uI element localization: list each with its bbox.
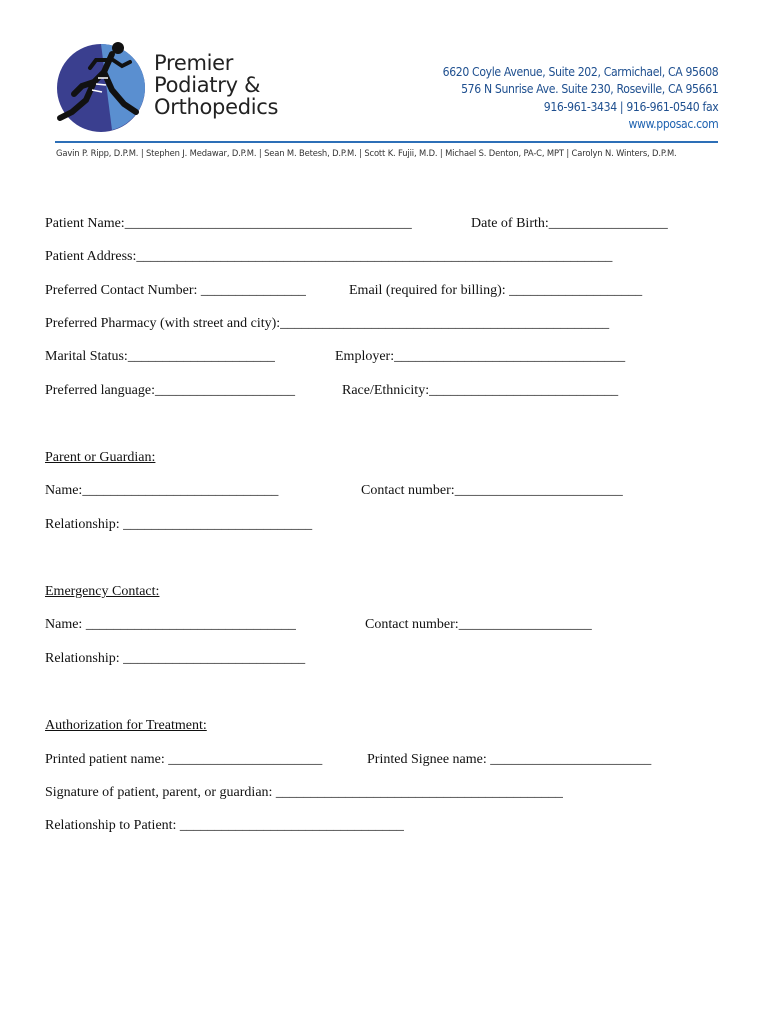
relationship-to-patient-field[interactable]: Relationship to Patient: ________________________________ xyxy=(45,818,404,833)
patient-address-field[interactable]: Patient Address:____________________________________________________________________ xyxy=(45,249,613,264)
printed-signee-name-field[interactable]: Printed Signee name: _______________________ xyxy=(367,752,652,767)
guardian-contact-field[interactable]: Contact number:________________________ xyxy=(361,483,623,498)
printed-patient-name-field[interactable]: Printed patient name: ______________________ xyxy=(45,752,323,767)
guardian-relationship-field[interactable]: Relationship: ___________________________ xyxy=(45,517,313,532)
signature-field[interactable]: Signature of patient, parent, or guardian: _________________________________________ xyxy=(45,785,563,800)
preferred-contact-field[interactable]: Preferred Contact Number: _______________ xyxy=(45,283,306,298)
header-divider xyxy=(55,141,718,143)
authorization-heading: Authorization for Treatment: xyxy=(45,718,207,733)
language-field[interactable]: Preferred language:____________________ xyxy=(45,383,295,398)
website-link[interactable]: www.pposac.com xyxy=(628,116,718,132)
employer-field[interactable]: Employer:_________________________________ xyxy=(335,349,626,364)
phone-numbers: 916-961-3434 | 916-961-0540 fax xyxy=(543,98,718,114)
patient-name-field[interactable]: Patient Name:_________________________________________ xyxy=(45,216,412,231)
guardian-heading: Parent or Guardian: xyxy=(45,450,156,465)
brand-line-2: Podiatry & xyxy=(154,73,261,97)
doctor-list: Gavin P. Ripp, D.P.M. | Stephen J. Medawar, D.P.M. | Sean M. Betesh, D.P.M. | Scott K. Fujii, M.D. | Michael S. Denton, PA-C, MPT | Carolyn N. Winters, D.P.M. xyxy=(56,148,677,158)
emergency-name-field[interactable]: Name: ______________________________ xyxy=(45,617,296,632)
emergency-relationship-field[interactable]: Relationship: __________________________ xyxy=(45,651,306,666)
brand-line-1: Premier xyxy=(154,51,234,75)
pharmacy-field[interactable]: Preferred Pharmacy (with street and city):_______________________________________________ xyxy=(45,316,610,331)
marital-status-field[interactable]: Marital Status:_____________________ xyxy=(45,349,275,364)
brand-line-3: Orthopedics xyxy=(154,95,279,119)
email-field[interactable]: Email (required for billing): ___________________ xyxy=(349,283,643,298)
guardian-name-field[interactable]: Name:____________________________ xyxy=(45,483,279,498)
race-ethnicity-field[interactable]: Race/Ethnicity:___________________________ xyxy=(342,383,619,398)
emergency-contact-heading: Emergency Contact: xyxy=(45,584,160,599)
date-of-birth-field[interactable]: Date of Birth:_________________ xyxy=(471,216,668,231)
letterhead xyxy=(0,0,770,170)
emergency-contact-number-field[interactable]: Contact number:___________________ xyxy=(365,617,592,632)
address-line-1: 6620 Coyle Avenue, Suite 202, Carmichael, CA 95608 xyxy=(442,64,718,79)
practice-address xyxy=(442,63,718,133)
brand-name xyxy=(154,52,278,118)
address-line-2: 576 N Sunrise Ave. Suite 230, Roseville, CA 95661 xyxy=(460,81,718,97)
